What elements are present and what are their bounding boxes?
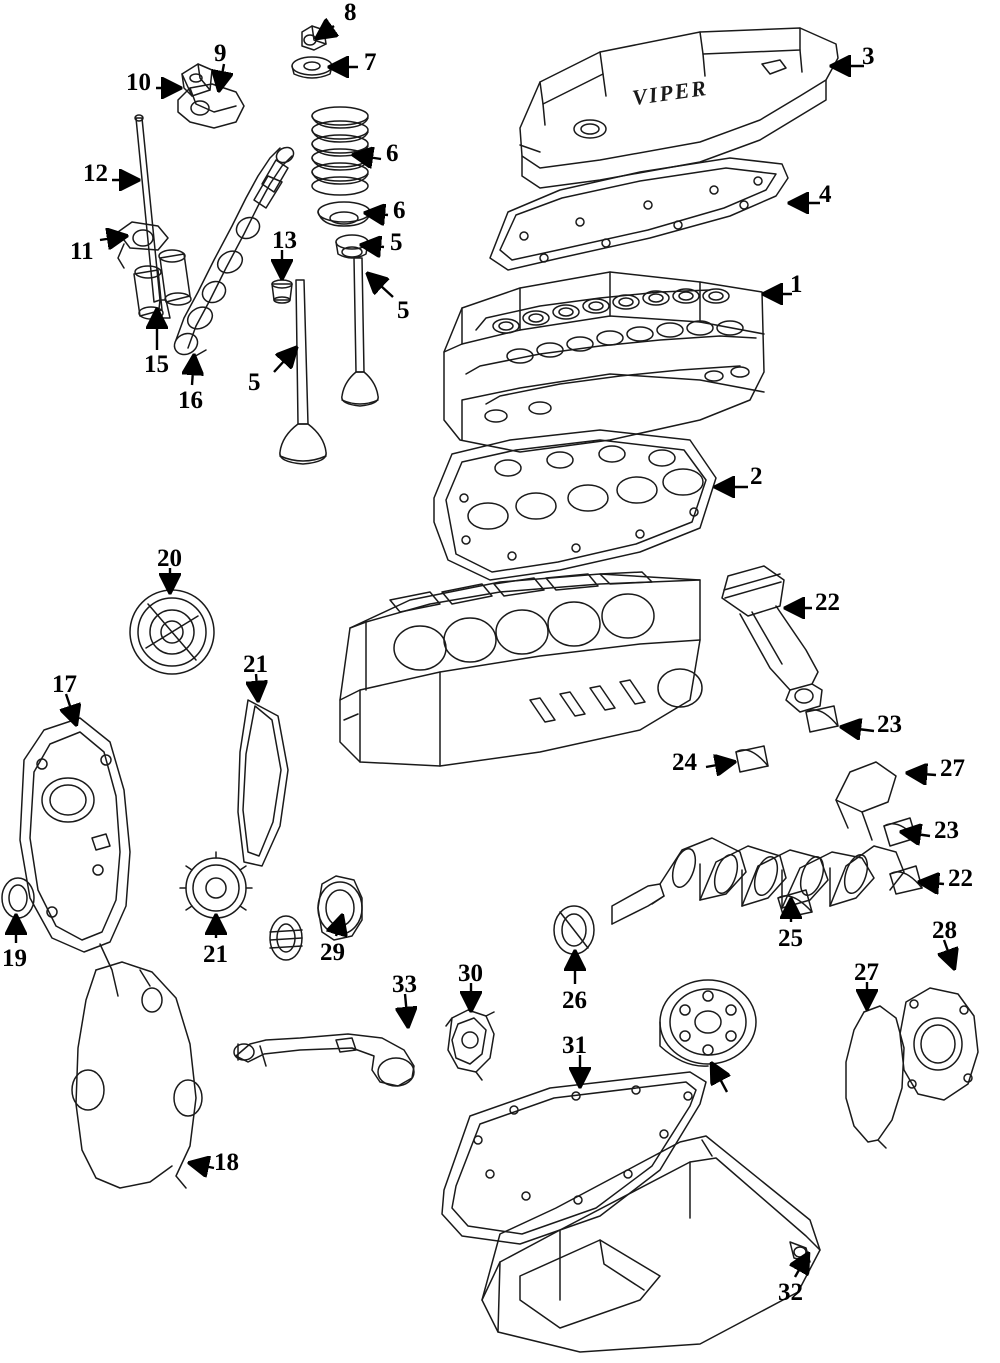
callout-22: 23 [877,711,902,738]
callout-33: 33 [392,971,417,998]
callout-14: 12 [83,160,108,187]
callout-20c: 21 [203,941,228,968]
callout-6: 5 [390,229,403,256]
callout-23: 24 [672,749,697,776]
callout-27: 27 [854,959,879,986]
callout-31: 31 [562,1032,587,1059]
callout-17: 17 [52,671,77,698]
callout-16: 16 [178,387,203,414]
callout-18: 18 [214,1149,239,1176]
valve-cover-brand-text: VIPER [630,74,710,111]
callout-29: 29 [320,939,345,966]
callout-9: 7 [364,49,377,76]
callout-32: 32 [778,1279,803,1306]
callout-20: 20 [157,545,182,572]
callout-24: 27 [940,755,965,782]
callout-22b: 23 [934,817,959,844]
callout-13: 11 [70,238,94,265]
callout-4: 4 [819,181,832,208]
callout-5b: 5 [248,369,261,396]
callout-5: 5 [397,297,410,324]
callout-25: 28 [932,917,957,944]
callout-15: 15 [144,351,169,378]
callout-11: 9 [214,40,227,67]
callout-20b: 21 [243,651,268,678]
callout-23b: 25 [778,925,803,952]
callout-19: 19 [2,945,27,972]
callout-12: 10 [126,69,151,96]
callout-2: 2 [750,463,763,490]
callout-21: 22 [815,589,840,616]
callout-26: 26 [562,987,587,1014]
callout-6b: 13 [272,227,297,254]
callout-3: 3 [862,43,875,70]
callout-10: 8 [344,0,357,26]
callout-7: 6 [393,197,406,224]
callout-1: 1 [790,271,803,298]
callout-21b: 22 [948,865,973,892]
callout-8: 6 [386,140,399,167]
callout-30: 30 [458,960,483,987]
